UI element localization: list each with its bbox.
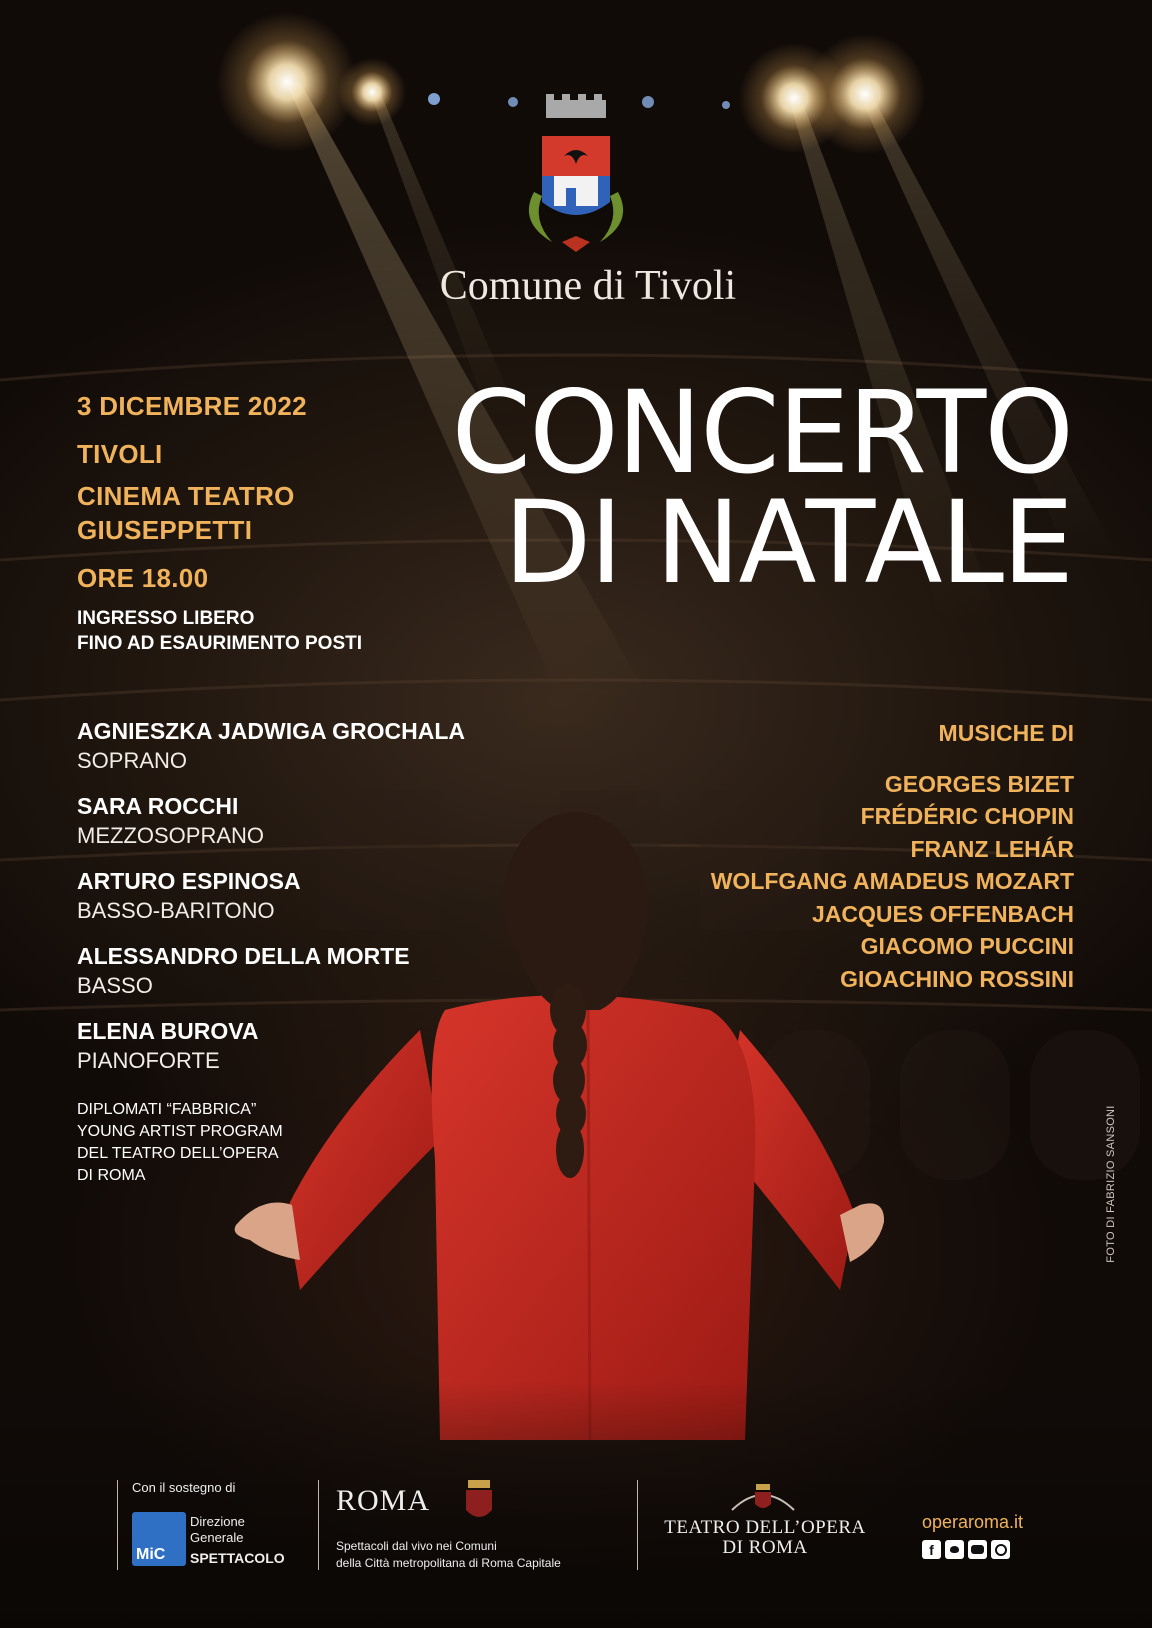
mic-label-line: SPETTACOLO: [190, 1550, 285, 1566]
performer-item: [77, 866, 465, 941]
municipality-name: Comune di Tivoli: [439, 263, 737, 309]
roma-caption: [336, 1538, 561, 1572]
twitter-icon[interactable]: [945, 1540, 964, 1559]
title-line-1: CONCERTO: [451, 366, 1072, 499]
venue-line-2: GIUSEPPETTI: [77, 515, 253, 545]
concert-title: [451, 366, 1072, 609]
composer-item: GEORGES BIZET: [884, 770, 1074, 797]
instagram-icon[interactable]: [991, 1540, 1010, 1559]
roma-caption-line: della Città metropolitana di Roma Capitale: [336, 1556, 561, 1570]
event-time: ORE 18.00: [77, 563, 209, 593]
roma-caption-line: Spettacoli dal vivo nei Comuni: [336, 1539, 497, 1553]
program-note-line: DIPLOMATI “FABBRICA”: [77, 1101, 257, 1118]
support-label: Con il sostegno di: [132, 1480, 236, 1495]
social-icons: [922, 1540, 1010, 1559]
performer-item: [77, 1016, 465, 1091]
program-note-line: DEL TEATRO DELL’OPERA: [77, 1145, 279, 1162]
footer-divider: [637, 1480, 638, 1570]
title-line-2: DI NATALE: [503, 476, 1072, 609]
admission-line-1: INGRESSO LIBERO: [77, 608, 255, 629]
program-note-line: YOUNG ARTIST PROGRAM: [77, 1123, 283, 1140]
performer-name: ALESSANDRO DELLA MORTE: [77, 943, 410, 969]
admission-line-2: FINO AD ESAURIMENTO POSTI: [77, 633, 363, 654]
facebook-icon[interactable]: f: [922, 1540, 941, 1559]
composer-item: GIACOMO PUCCINI: [860, 933, 1074, 959]
mic-label-line: Generale: [190, 1530, 244, 1545]
performer-role: MEZZOSOPRANO: [77, 823, 265, 848]
performer-name: SARA ROCCHI: [77, 793, 239, 819]
music-section: [614, 717, 1074, 995]
composer-item: JACQUES OFFENBACH: [812, 900, 1074, 927]
admission-info: [77, 606, 362, 656]
composer-item: FRÉDÉRIC CHOPIN: [860, 803, 1074, 829]
performer-item: [77, 791, 465, 866]
performer-name: ELENA BUROVA: [77, 1018, 259, 1044]
venue-line-1: CINEMA TEATRO: [77, 481, 295, 511]
performer-name: AGNIESZKA JADWIGA GROCHALA: [77, 718, 466, 744]
performer-role: BASSO-BARITONO: [77, 898, 275, 923]
roma-logo: ROMA: [336, 1484, 431, 1517]
footer-divider: [117, 1480, 118, 1570]
youtube-icon[interactable]: [968, 1540, 987, 1559]
teatro-opera-name: [650, 1518, 880, 1558]
footer-divider: [318, 1480, 319, 1570]
performer-name: ARTURO ESPINOSA: [77, 868, 301, 894]
tivoli-coat-of-arms-icon: [512, 92, 640, 264]
performer-role: SOPRANO: [77, 748, 188, 773]
performer-role: PIANOFORTE: [77, 1048, 220, 1073]
mic-label-line: Direzione: [190, 1514, 245, 1529]
teatro-opera-emblem-icon: [728, 1480, 798, 1514]
website-link[interactable]: operaroma.it: [922, 1512, 1024, 1532]
music-heading: MUSICHE DI: [938, 720, 1074, 746]
program-note-line: DI ROMA: [77, 1167, 146, 1184]
event-city: TIVOLI: [77, 439, 163, 469]
mic-logo: [132, 1512, 186, 1566]
mic-label: [190, 1514, 285, 1566]
mic-logo-text: MiC: [136, 1546, 166, 1563]
event-date: 3 DICEMBRE 2022: [77, 391, 307, 421]
performer-item: [77, 941, 465, 1016]
performer-role: BASSO: [77, 973, 153, 998]
composer-item: WOLFGANG AMADEUS MOZART: [710, 868, 1074, 894]
composer-item: GIOACHINO ROSSINI: [840, 965, 1074, 992]
photo-credit: FOTO DI FABRIZIO SANSONI: [1105, 1105, 1117, 1263]
composer-item: FRANZ LEHÁR: [910, 835, 1074, 862]
teatro-line: TEATRO DELL’OPERA: [664, 1517, 866, 1538]
teatro-line: DI ROMA: [722, 1537, 808, 1558]
performer-list: [77, 716, 465, 1091]
performer-item: [77, 716, 465, 791]
roma-shield-icon: [462, 1480, 496, 1524]
event-venue: [77, 479, 295, 547]
program-note: [77, 1099, 283, 1187]
